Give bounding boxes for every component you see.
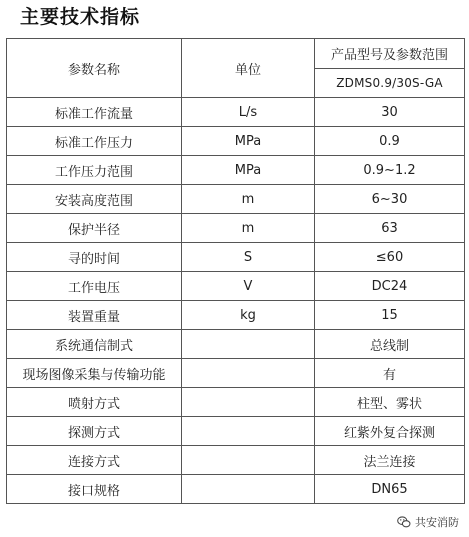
row-unit-cell: MPa <box>182 156 315 185</box>
row-unit-cell: kg <box>182 301 315 330</box>
header-range: 产品型号及参数范围 <box>315 39 465 69</box>
watermark-text: 共安消防 <box>415 516 459 529</box>
header-model: ZDMS0.9/30S-GA <box>315 69 465 98</box>
row-value-cell: 15 <box>315 301 465 330</box>
table-row <box>7 475 465 504</box>
row-unit-cell <box>182 475 315 504</box>
row-name-cell: 工作电压 <box>7 272 182 301</box>
row-name-cell: 连接方式 <box>7 446 182 475</box>
wechat-icon <box>397 515 411 529</box>
row-value-cell: 法兰连接 <box>315 446 465 475</box>
table-row <box>7 330 465 359</box>
row-value-cell: 有 <box>315 359 465 388</box>
header-param-name: 参数名称 <box>7 39 182 98</box>
row-unit-cell <box>182 359 315 388</box>
table-row <box>7 156 465 185</box>
row-unit-cell: S <box>182 243 315 272</box>
row-unit-cell <box>182 446 315 475</box>
row-name-cell: 探测方式 <box>7 417 182 446</box>
row-unit-cell: m <box>182 214 315 243</box>
spec-table <box>6 38 465 504</box>
row-unit-cell: L/s <box>182 98 315 127</box>
row-value-cell: 柱型、雾状 <box>315 388 465 417</box>
table-row <box>7 214 465 243</box>
table-row <box>7 272 465 301</box>
table-row <box>7 243 465 272</box>
table-row <box>7 185 465 214</box>
row-name-cell: 喷射方式 <box>7 388 182 417</box>
row-value-cell: 6~30 <box>315 185 465 214</box>
row-value-cell: ≤60 <box>315 243 465 272</box>
row-name-cell: 系统通信制式 <box>7 330 182 359</box>
table-row <box>7 359 465 388</box>
row-value-cell: 63 <box>315 214 465 243</box>
row-unit-cell: V <box>182 272 315 301</box>
row-unit-cell <box>182 388 315 417</box>
page-title: 主要技术指标 <box>20 6 141 28</box>
row-value-cell: 30 <box>315 98 465 127</box>
row-unit-cell <box>182 330 315 359</box>
table-row <box>7 98 465 127</box>
row-unit-cell: m <box>182 185 315 214</box>
table-row <box>7 446 465 475</box>
row-value-cell: DN65 <box>315 475 465 504</box>
row-value-cell: DC24 <box>315 272 465 301</box>
row-value-cell: 0.9 <box>315 127 465 156</box>
row-name-cell: 安装高度范围 <box>7 185 182 214</box>
row-value-cell: 0.9~1.2 <box>315 156 465 185</box>
table-row <box>7 127 465 156</box>
header-unit: 单位 <box>182 39 315 98</box>
row-value-cell: 总线制 <box>315 330 465 359</box>
row-name-cell: 工作压力范围 <box>7 156 182 185</box>
row-value-cell: 红紫外复合探测 <box>315 417 465 446</box>
row-name-cell: 标准工作压力 <box>7 127 182 156</box>
row-name-cell: 标准工作流量 <box>7 98 182 127</box>
row-unit-cell <box>182 417 315 446</box>
table-row <box>7 417 465 446</box>
table-row <box>7 301 465 330</box>
watermark <box>395 513 461 531</box>
table-row <box>7 388 465 417</box>
row-name-cell: 装置重量 <box>7 301 182 330</box>
row-name-cell: 现场图像采集与传输功能 <box>7 359 182 388</box>
row-name-cell: 保护半径 <box>7 214 182 243</box>
row-name-cell: 接口规格 <box>7 475 182 504</box>
row-unit-cell: MPa <box>182 127 315 156</box>
header-row <box>7 39 465 69</box>
row-name-cell: 寻的时间 <box>7 243 182 272</box>
